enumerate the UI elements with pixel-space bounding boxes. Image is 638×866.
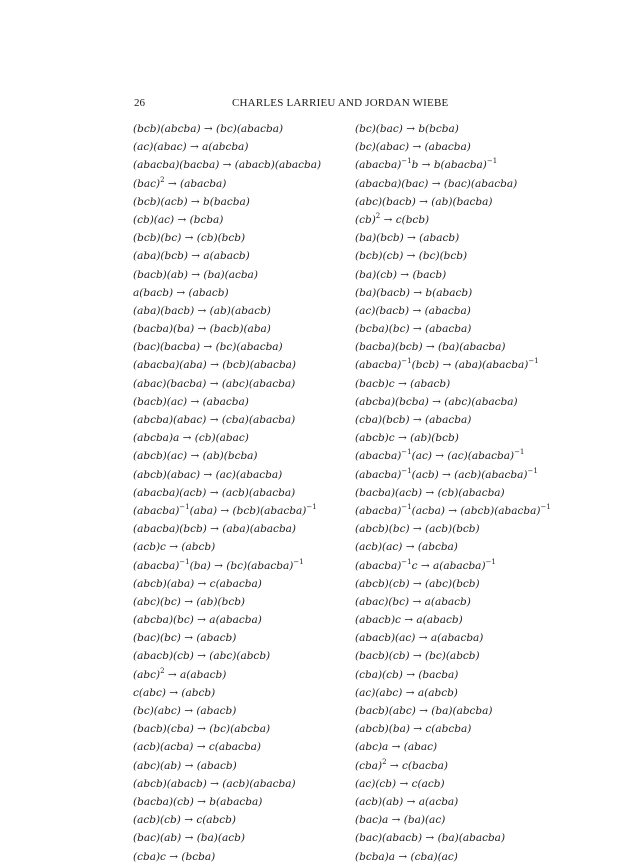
rule-text: (abacba)(aba) → (bcb)(abacba) bbox=[133, 359, 297, 372]
rule-exponent: −1 bbox=[527, 466, 538, 475]
rewrite-rule bbox=[133, 502, 321, 520]
rule-text: (aba)(bacb) → (ab)(abacb) bbox=[133, 304, 271, 317]
rule-exponent: −1 bbox=[485, 557, 496, 566]
rewrite-rule bbox=[133, 484, 321, 502]
rewrite-rule bbox=[133, 356, 321, 374]
rule-text: (acba) → (abcb)(abacba) bbox=[411, 504, 541, 517]
rule-text: (bac)(abacb) → (ba)(abacba) bbox=[355, 832, 506, 845]
rewrite-rule bbox=[355, 484, 551, 502]
rule-text: (cba)(cb) → (bacba) bbox=[355, 668, 459, 681]
rewrite-rule bbox=[355, 156, 551, 174]
rewrite-rule bbox=[355, 447, 551, 465]
rewrite-rule bbox=[355, 811, 551, 829]
rewrite-rule bbox=[133, 447, 321, 465]
left-rules-column bbox=[133, 120, 321, 866]
rule-text: (abc)(bacb) → (ab)(bacba) bbox=[355, 195, 493, 208]
rule-text: (cb)(ac) → (bcba) bbox=[133, 213, 224, 226]
running-title: CHARLES LARRIEU AND JORDAN WIEBE bbox=[232, 97, 449, 109]
rewrite-rule bbox=[133, 375, 321, 393]
rewrite-rule bbox=[133, 757, 321, 775]
rewrite-rule bbox=[133, 811, 321, 829]
rule-text: (bacba)(ba) → (bacb)(aba) bbox=[133, 323, 271, 336]
rewrite-rule bbox=[355, 757, 551, 775]
rule-text: (cba) bbox=[355, 759, 383, 772]
rule-text: (bac)(ab) → (ba)(acb) bbox=[133, 832, 245, 845]
rule-text: (abacba) bbox=[355, 559, 402, 572]
rule-text: (cb) bbox=[355, 213, 376, 226]
rewrite-rule bbox=[133, 538, 321, 556]
rule-exponent: −1 bbox=[306, 502, 317, 511]
rule-text: (bac) bbox=[133, 177, 161, 190]
rewrite-rule bbox=[133, 684, 321, 702]
rule-text: (acb)(ac) → (abcba) bbox=[355, 541, 458, 554]
rule-text: (aba)(bcb) → a(abacb) bbox=[133, 250, 250, 263]
rule-text: (abacb)c → a(abacb) bbox=[355, 614, 463, 627]
rule-exponent: −1 bbox=[514, 448, 525, 457]
rewrite-rule bbox=[133, 629, 321, 647]
rule-text: (bcba)(bc) → (abacba) bbox=[355, 323, 472, 336]
rewrite-rule bbox=[133, 320, 321, 338]
rewrite-rule bbox=[355, 793, 551, 811]
rule-text: (bacb)(cba) → (bc)(abcba) bbox=[133, 723, 271, 736]
rewrite-rule bbox=[355, 338, 551, 356]
rule-exponent: −1 bbox=[401, 466, 412, 475]
rule-text: (ba)(cb) → (bacb) bbox=[355, 268, 447, 281]
rule-exponent: 2 bbox=[160, 175, 165, 184]
rule-text: (abcb)(abacb) → (acb)(abacba) bbox=[133, 777, 296, 790]
rule-exponent: −1 bbox=[401, 448, 412, 457]
rule-text: (abacb)(cb) → (abc)(abcb) bbox=[133, 650, 271, 663]
rewrite-rule bbox=[133, 338, 321, 356]
rule-text: (abacba) bbox=[133, 559, 180, 572]
rewrite-rule bbox=[133, 156, 321, 174]
rule-exponent: −1 bbox=[179, 557, 190, 566]
rewrite-rule bbox=[355, 611, 551, 629]
rule-text: (abc)(bc) → (ab)(bcb) bbox=[133, 595, 246, 608]
rule-text: (abac)(bc) → a(abacb) bbox=[355, 595, 471, 608]
rewrite-rule bbox=[133, 575, 321, 593]
rule-text: (abc) bbox=[133, 668, 161, 681]
rule-text: (abcba)(bc) → a(abacba) bbox=[133, 614, 262, 627]
rewrite-rule bbox=[355, 666, 551, 684]
rewrite-rule bbox=[133, 393, 321, 411]
rule-exponent: −1 bbox=[401, 502, 412, 511]
rule-text: (acb) → (acb)(abacba) bbox=[411, 468, 528, 481]
rewrite-rule bbox=[133, 720, 321, 738]
rule-exponent: 2 bbox=[382, 757, 387, 766]
rule-text: (ac)(bacb) → (abacba) bbox=[355, 304, 471, 317]
rule-text: (bacb)(ac) → (abacba) bbox=[133, 395, 249, 408]
rewrite-rule bbox=[133, 302, 321, 320]
rewrite-rule bbox=[355, 429, 551, 447]
rule-text: (ac) → (ac)(abacba) bbox=[411, 450, 515, 463]
rewrite-rule bbox=[133, 193, 321, 211]
rewrite-rule bbox=[355, 647, 551, 665]
rule-text: (abc)a → (abac) bbox=[355, 741, 438, 754]
rewrite-rule bbox=[355, 575, 551, 593]
rule-text: (bcba)a → (cba)(ac) bbox=[355, 850, 458, 863]
rule-text: → a(abacb) bbox=[164, 668, 227, 681]
rewrite-rule bbox=[355, 375, 551, 393]
rewrite-rule bbox=[355, 356, 551, 374]
rewrite-rule bbox=[355, 393, 551, 411]
rule-exponent: −1 bbox=[528, 357, 539, 366]
rule-text: (acb)c → (abcb) bbox=[133, 541, 216, 554]
rule-text: (abacba) bbox=[355, 159, 402, 172]
rule-text: (ba) → (bc)(abacba) bbox=[189, 559, 294, 572]
right-rules-column bbox=[355, 120, 551, 866]
rewrite-rule bbox=[355, 229, 551, 247]
rule-text: (abacba) bbox=[355, 468, 402, 481]
rewrite-rule bbox=[133, 775, 321, 793]
rewrite-rule bbox=[355, 502, 551, 520]
rewrite-rule bbox=[355, 138, 551, 156]
rule-text: (bcb)(cb) → (bc)(bcb) bbox=[355, 250, 468, 263]
rule-text: (abcb)(cb) → (abc)(bcb) bbox=[355, 577, 480, 590]
rule-text: (abcb)(bc) → (acb)(bcb) bbox=[355, 523, 480, 536]
rewrite-rule bbox=[133, 793, 321, 811]
rewrite-rule bbox=[133, 247, 321, 265]
rule-text: (ac)(cb) → c(acb) bbox=[355, 777, 445, 790]
rule-exponent: 2 bbox=[375, 211, 381, 220]
rewrite-rule bbox=[133, 647, 321, 665]
rewrite-rule bbox=[355, 411, 551, 429]
rewrite-rule bbox=[355, 120, 551, 138]
rule-text: (ac)(abc) → a(abcb) bbox=[355, 686, 458, 699]
rule-text: → (abacba) bbox=[164, 177, 227, 190]
rule-text: (bcb) → (aba)(abacba) bbox=[411, 359, 529, 372]
rewrite-rule bbox=[133, 557, 321, 575]
rewrite-rule bbox=[133, 266, 321, 284]
rule-exponent: 2 bbox=[160, 666, 165, 675]
rule-text: (abacba)(acb) → (acb)(abacba) bbox=[133, 486, 296, 499]
rule-text: (bcb)(bc) → (cb)(bcb) bbox=[133, 232, 246, 245]
rewrite-rule bbox=[133, 702, 321, 720]
rule-text: (acb)(cb) → c(abcb) bbox=[133, 814, 236, 827]
rewrite-rule bbox=[355, 211, 551, 229]
rule-exponent: −1 bbox=[401, 357, 412, 366]
rule-text: (bcb)(abcba) → (bc)(abacba) bbox=[133, 123, 284, 135]
rewrite-rule bbox=[355, 247, 551, 265]
rule-text: (abcb)(ba) → c(abcba) bbox=[355, 723, 472, 736]
rewrite-rule bbox=[355, 466, 551, 484]
rule-text: (abacba) bbox=[355, 450, 402, 463]
rule-text: a(bacb) → (abacb) bbox=[133, 286, 229, 299]
rule-text: (abc)(ab) → (abacb) bbox=[133, 759, 237, 772]
rule-text: (acb)(acba) → c(abacba) bbox=[133, 741, 262, 754]
rule-text: (abacba) bbox=[355, 504, 402, 517]
rule-text: (abcb)(ac) → (ab)(bcba) bbox=[133, 450, 258, 463]
rule-text: (ba)(bacb) → b(abacb) bbox=[355, 286, 473, 299]
rule-text: (bcb)(acb) → b(bacba) bbox=[133, 195, 250, 208]
rewrite-rule bbox=[355, 284, 551, 302]
rewrite-rule bbox=[355, 302, 551, 320]
rule-text: (bc)(abac) → (abacba) bbox=[355, 141, 471, 154]
rewrite-rule bbox=[133, 411, 321, 429]
rewrite-rule bbox=[355, 702, 551, 720]
rewrite-rule bbox=[133, 229, 321, 247]
rule-text: (abac)(bacba) → (abc)(abacba) bbox=[133, 377, 296, 390]
rule-text: (bac)a → (ba)(ac) bbox=[355, 814, 446, 827]
rule-text: (abacba)(bcb) → (aba)(abacba) bbox=[133, 523, 297, 536]
rewrite-rule bbox=[133, 520, 321, 538]
rule-text: (bacba)(acb) → (cb)(abacba) bbox=[355, 486, 505, 499]
rule-text: (cba)c → (bcba) bbox=[133, 850, 216, 863]
rule-exponent: −1 bbox=[540, 502, 551, 511]
rewrite-rule bbox=[133, 175, 321, 193]
rewrite-rule bbox=[133, 738, 321, 756]
rule-text: (abacba)(bac) → (bac)(abacba) bbox=[355, 177, 518, 190]
rewrite-rule bbox=[133, 666, 321, 684]
rule-text: (abcb)(abac) → (ac)(abacba) bbox=[133, 468, 283, 481]
rule-text: (abacba)(bacba) → (abacb)(abacba) bbox=[133, 159, 322, 172]
rewrite-rule bbox=[133, 211, 321, 229]
rewrite-rule bbox=[355, 193, 551, 211]
rule-text: (bac)(bacba) → (bc)(abacba) bbox=[133, 341, 283, 354]
rewrite-rule bbox=[133, 138, 321, 156]
rule-exponent: −1 bbox=[293, 557, 304, 566]
rule-exponent: −1 bbox=[401, 557, 412, 566]
rewrite-rule bbox=[355, 557, 551, 575]
rewrite-rule bbox=[355, 848, 551, 866]
rewrite-rule bbox=[355, 629, 551, 647]
rule-text: (bacb)c → (abacb) bbox=[355, 377, 451, 390]
rule-text: c → a(abacba) bbox=[411, 559, 486, 572]
rule-text: (abcb)(aba) → c(abacba) bbox=[133, 577, 262, 590]
rewrite-rule bbox=[133, 429, 321, 447]
rule-text: (abacb)(ac) → a(abacba) bbox=[355, 632, 484, 645]
rule-text: (bacba)(cb) → b(abacba) bbox=[133, 795, 263, 808]
rule-text: (bac)(bc) → (abacb) bbox=[133, 632, 237, 645]
rule-text: → c(bacba) bbox=[386, 759, 448, 772]
rewrite-rule bbox=[133, 284, 321, 302]
rewrite-rule bbox=[355, 720, 551, 738]
rule-text: (acb)(ab) → a(acba) bbox=[355, 795, 459, 808]
rewrite-rule bbox=[133, 848, 321, 866]
rule-text: (bc)(bac) → b(bcba) bbox=[355, 123, 459, 135]
rewrite-rule bbox=[133, 466, 321, 484]
rewrite-rule bbox=[355, 266, 551, 284]
rewrite-rule bbox=[355, 593, 551, 611]
rule-text: (abcba)a → (cb)(abac) bbox=[133, 432, 249, 445]
rule-text: (ba)(bcb) → (abacb) bbox=[355, 232, 460, 245]
rule-text: (bacba)(bcb) → (ba)(abacba) bbox=[355, 341, 506, 354]
rewrite-rule bbox=[133, 120, 321, 138]
rewrite-rule bbox=[133, 593, 321, 611]
rule-text: (abcb)c → (ab)(bcb) bbox=[355, 432, 459, 445]
rule-text: (bacb)(abc) → (ba)(abcba) bbox=[355, 705, 493, 717]
rule-text: (bc)(abc) → (abacb) bbox=[133, 705, 237, 717]
rule-text: (abcba)(abac) → (cba)(abacba) bbox=[133, 414, 296, 426]
rule-exponent: −1 bbox=[179, 502, 190, 511]
rule-text: (aba) → (bcb)(abacba) bbox=[189, 504, 307, 517]
rewrite-rule bbox=[355, 538, 551, 556]
rewrite-rule bbox=[355, 829, 551, 847]
rewrite-rule bbox=[355, 684, 551, 702]
rule-text: → c(bcb) bbox=[380, 213, 430, 226]
rewrite-rule bbox=[355, 320, 551, 338]
rewrite-rule bbox=[355, 738, 551, 756]
page-number: 26 bbox=[134, 97, 145, 109]
rule-text: c(abc) → (abcb) bbox=[133, 686, 216, 699]
rule-text: (abacba) bbox=[133, 504, 180, 517]
rule-text: b → b(abacba) bbox=[411, 159, 487, 172]
rule-text: (bacb)(ab) → (ba)(acba) bbox=[133, 268, 258, 281]
rule-text: (abacba) bbox=[355, 359, 402, 372]
rule-text: (bacb)(cb) → (bc)(abcb) bbox=[355, 650, 480, 663]
rule-text: (cba)(bcb) → (abacba) bbox=[355, 414, 472, 426]
rewrite-rule bbox=[355, 520, 551, 538]
rewrite-rule bbox=[133, 611, 321, 629]
rewrite-rule bbox=[133, 829, 321, 847]
rule-text: (abcba)(bcba) → (abc)(abacba) bbox=[355, 395, 518, 408]
rewrite-rule bbox=[355, 775, 551, 793]
rule-text: (ac)(abac) → a(abcba) bbox=[133, 141, 249, 154]
rewrite-rule bbox=[355, 175, 551, 193]
rule-exponent: −1 bbox=[401, 157, 412, 166]
rule-exponent: −1 bbox=[486, 157, 498, 166]
